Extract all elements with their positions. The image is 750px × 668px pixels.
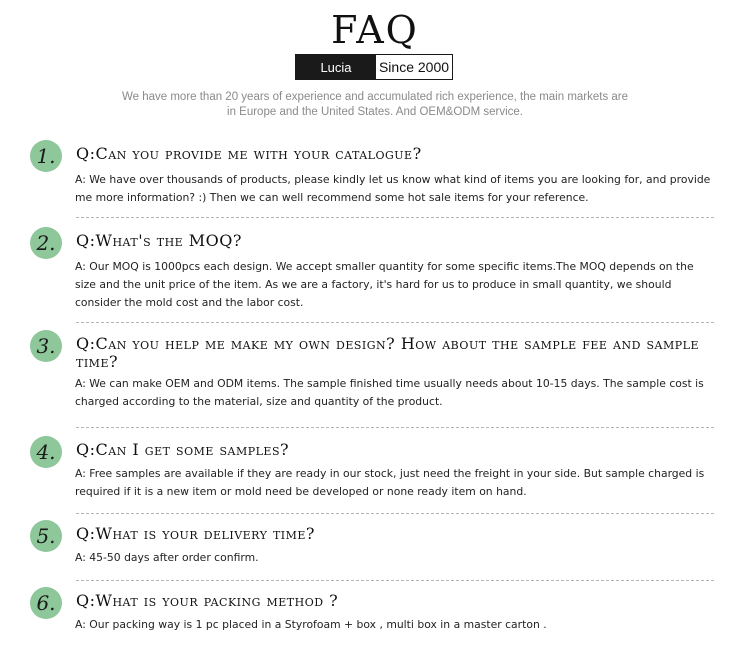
faq-number-badge: 5. bbox=[30, 520, 62, 552]
faq-answer: A: We can make OEM and ODM items. The sample finished time usually needs about 10-15 days. The sample cost is charged according to the material, size and quantity of the product. bbox=[75, 377, 704, 408]
faq-question: Q:Can you help me make my own design? How about the sample fee and sample time? bbox=[76, 334, 699, 371]
faq-divider bbox=[76, 322, 714, 323]
faq-divider bbox=[76, 513, 714, 514]
faq-answer: A: Our MOQ is 1000pcs each design. We accept smaller quantity for some specific items.The MOQ depends on the size and the unit price of the item. As we are a factory, it's hard for us to produce in small quantity, we should consider the mold cost and the labor cost. bbox=[75, 260, 694, 309]
faq-answer: A: 45-50 days after order confirm. bbox=[75, 551, 259, 564]
intro-line-2: in Europe and the United States. And OEM&ODM service. bbox=[227, 106, 523, 118]
faq-divider bbox=[76, 580, 714, 581]
brand-name-label: Lucia bbox=[296, 55, 376, 79]
faq-question: Q:What is your delivery time? bbox=[76, 524, 316, 543]
faq-number-badge: 6. bbox=[30, 587, 62, 619]
faq-number-badge: 2. bbox=[30, 227, 62, 259]
faq-question: Q:Can I get some samples? bbox=[76, 440, 290, 459]
faq-question: Q:What is your packing method ? bbox=[76, 591, 339, 610]
intro-text bbox=[100, 90, 650, 120]
intro-line-1: We have more than 20 years of experience and accumulated rich experience, the main markets are bbox=[121, 91, 629, 103]
faq-divider bbox=[76, 427, 714, 428]
faq-number-badge: 1. bbox=[30, 140, 62, 172]
faq-answer: A: Free samples are available if they are ready in our stock, just need the freight in your side. But sample charged is required if it is a new item or mold need be developed or none ready item on hand. bbox=[75, 467, 705, 498]
since-year-label: Since 2000 bbox=[376, 55, 452, 79]
faq-answer: A: Our packing way is 1 pc placed in a Styrofoam + box , multi box in a master carton . bbox=[75, 618, 547, 631]
faq-number-badge: 4. bbox=[30, 436, 62, 468]
faq-question: Q:Can you provide me with your catalogue? bbox=[76, 144, 422, 163]
page-title: FAQ bbox=[331, 8, 419, 52]
faq-question: Q:What's the MOQ? bbox=[76, 231, 242, 250]
faq-divider bbox=[76, 217, 714, 218]
faq-number-badge: 3. bbox=[30, 330, 62, 362]
faq-answer: A: We have over thousands of products, please kindly let us know what kind of items you are looking for, and provide me more information? :) Then we can well recommend some hot sale items for your reference. bbox=[75, 173, 711, 204]
brand-tag bbox=[295, 54, 453, 80]
